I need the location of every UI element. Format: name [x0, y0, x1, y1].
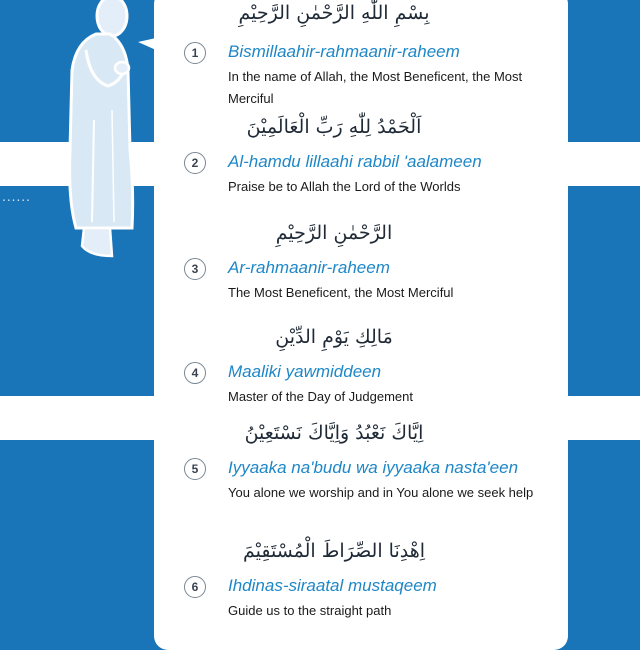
fatiha-card	[154, 0, 568, 650]
verse-meaning: Guide us to the straight path	[228, 603, 392, 618]
verse-transliteration: Al-hamdu lillaahi rabbil 'aalameen	[228, 152, 482, 171]
verse-meaning: In the name of Allah, the Most Beneficent, the Most Merciful	[228, 69, 523, 106]
verse-transliteration: Bismillaahir-rahmaanir-raheem	[228, 42, 460, 61]
verse-meaning: The Most Beneficent, the Most Merciful	[228, 285, 454, 300]
verse-number-badge: 1	[184, 42, 206, 64]
verse-arabic: اَلْحَمْدُ لِلّٰهِ رَبِّ الْعَالَمِيْنَ	[246, 116, 422, 138]
verse-meaning: You alone we worship and in You alone we seek help	[228, 485, 534, 500]
verse-arabic: اِيَّاكَ نَعْبُدُ وَاِيَّاكَ نَسْتَعِيْنُ	[244, 422, 424, 444]
verse-transliteration: Maaliki yawmiddeen	[228, 362, 382, 381]
verse-transliteration: Iyyaaka na'budu wa iyyaaka nasta'een	[228, 458, 519, 477]
verse-arabic: مَالِكِ يَوْمِ الدِّيْنِ	[275, 326, 393, 348]
decorative-dots: ......	[2, 190, 31, 204]
verse-meaning: Praise be to Allah the Lord of the Worlds	[228, 179, 461, 194]
verse-meaning: Master of the Day of Judgement	[228, 389, 413, 404]
verse-arabic: اِهْدِنَا الصِّرَاطَ الْمُسْتَقِيْمَ	[242, 540, 426, 562]
verse-number-badge: 2	[184, 152, 206, 174]
verse-arabic: بِسْمِ اللّٰهِ الرَّحْمٰنِ الرَّحِيْمِ	[238, 2, 430, 24]
verse-arabic: الرَّحْمٰنِ الرَّحِيْمِ	[275, 222, 393, 244]
verse-transliteration: Ihdinas-siraatal mustaqeem	[228, 576, 437, 595]
verse-number-badge: 5	[184, 458, 206, 480]
verse-number-badge: 4	[184, 362, 206, 384]
praying-man-illustration	[0, 0, 160, 270]
verse-number-badge: 3	[184, 258, 206, 280]
verse-transliteration: Ar-rahmaanir-raheem	[228, 258, 390, 277]
verse-number-badge: 6	[184, 576, 206, 598]
